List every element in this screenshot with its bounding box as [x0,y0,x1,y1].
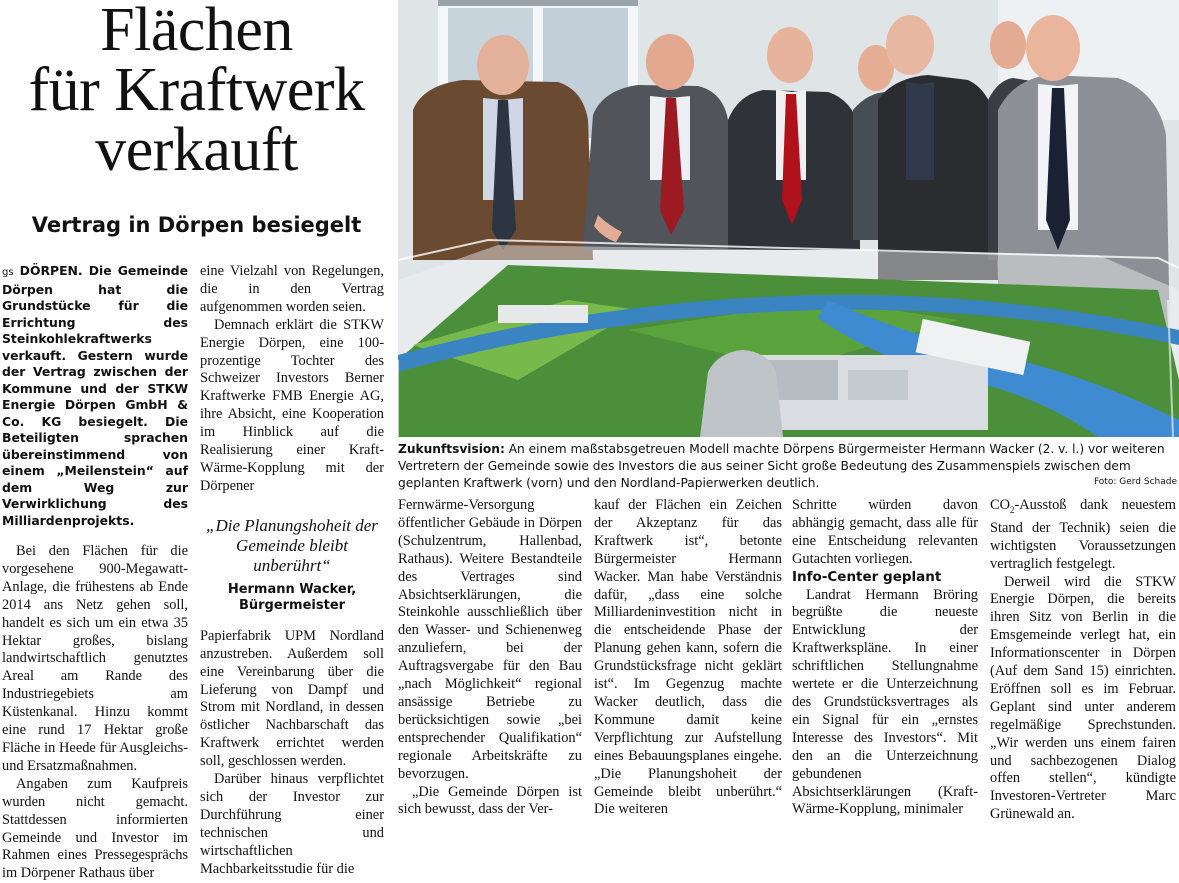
subheadline: Vertrag in Dörpen besiegelt [31,213,362,237]
caption-lead: Zukunftsvision: [398,442,505,456]
article-column-1 [2,263,188,883]
body-paragraph: Demnach erklärt die STKW Energie Dörpen, eine 100-prozentige Tochter des Schweizer Investors Berner Kraftwerke FMB Energie AG, ihre Absicht, eine Kooperation im Hinblick auf die Realisierung einer Kraft-Wärme-Kopplung mit der Dörpener [200,316,384,494]
body-paragraph: Schritte würden davon abhängig gemacht, dass alle für eine Entscheidung relevanten Gutachten vorliegen. [792,497,978,567]
headline-line-3: verkauft [95,116,298,184]
article-column-5 [792,497,978,819]
photo-credit: Foto: Gerd Schade [1093,477,1177,487]
photo-caption [398,441,1179,492]
body-paragraph: Papierfabrik UPM Nordland anzustreben. Außerdem soll eine Vereinbarung über die Lieferung von Dampf und Strom mit Nordland, in dessen östlicher Nachbarschaft das Kraftwerk errichtet werden soll, geschlossen werden. [200,627,384,770]
article-column-6 [990,497,1176,824]
body-paragraph: Bei den Flächen für die vorgesehene 900-Megawatt-Anlage, die frühestens ab Ende 2014 ans Netz gehen soll, handelt es sich um ein etwa 35 Hektar großes, bislang landwirtschaftlich genutztes Areal am Rande des Industriegebiets am Küstenkanal. Hinzu kommt eine rund 17 Hektar große Fläche in Heede für Ausgleichs- und Ersatzmaßnahmen. [2,543,188,774]
body-paragraph: „Die Gemeinde Dörpen ist sich bewusst, dass der Ver- [398,783,582,818]
co2-text: -Ausstoß dank neuestem Stand der Technik) seien die wichtigsten Voraussetzungen vertraglich festgelegt. [990,497,1176,572]
body-paragraph: eine Vielzahl von Regelungen, die in den Vertrag aufgenommen worden seien. [200,263,384,315]
caption-text: An einem maßstabsgetreuen Modell machte Dörpens Bürgermeister Hermann Wacker (2. v. l.) vor weiteren Vertretern der Gemeinde sowie des Investors die aus seiner Sicht große Bedeutung des Zusammenspiels zwischen dem geplanten Kraftwerk (vorn) und den Nordland-Papierwerken deutlich. [398,442,1165,490]
section-subhead: Info-Center geplant [792,568,942,585]
author-initials: gs [2,267,14,278]
article-column-2 [200,263,384,878]
headline-line-2: für Kraftwerk [28,56,365,124]
lead-text: DÖRPEN. Die Gemeinde Dörpen hat die Grundstücke für die Errichtung des Steinkohlekraftwerks verkauft. Gestern wurde der Vertrag zwischen der Kommune und der STKW Energie Dörpen GmbH & Co. KG besiegelt. Die Beteiligten sprachen übereinstimmend von einem „Meilenstein“ auf dem Weg zur Verwirklichung des Milliardenprojekts. [2,263,188,528]
article-column-3 [398,497,582,819]
pull-quote [200,516,384,614]
headline [0,0,393,205]
body-paragraph: Fernwärme-Versorgung öffentlicher Gebäude in Dörpen (Schulzentrum, Hallenbad, Rathaus). Weitere Bestandteile des Vertrages sind Absichtserklärungen, die Steinkohle ausschließlich über den Wasser- und Schienenweg anzuliefern, bei der Auftragsvergabe für den Bau „nach Möglichkeit“ regional ansässige Betriebe zu berücksichtigen sowie „bei entsprechender Qualifikation“ regionale Arbeitskräfte zu bevorzugen. [398,497,582,782]
body-paragraph: Angaben zum Kaufpreis wurden nicht gemacht. Stattdessen informierten Gemeinde und Investor im Rahmen eines Pressegesprächs im Dörpener Rathaus über [2,775,188,882]
article-column-4 [594,497,782,819]
body-paragraph: Derweil wird die STKW Energie Dörpen, die bereits ihren Sitz von Berlin in die Emsgemeinde verlegt hat, ein Informationscenter in Dörpen (Auf dem Sand 15) einrichten. Eröffnen soll es im Februar. Geplant sind unter anderem regelmäßige Sprechstunden. „Wir werden uns einem fairen und sachbezogenen Dialog offen stellen“, kündigte Investoren-Vertreter Marc Grünewald an. [990,573,1176,823]
body-paragraph [990,497,1176,574]
pull-quote-source: Hermann Wacker, Bürgermeister [227,581,357,613]
body-paragraph: kauf der Flächen ein Zeichen der Akzeptanz für das Kraftwerk ist“, betonte Bürgermeister Hermann Wacker. Man habe Verständnis dafür, „dass eine solche Milliardeninvestition nicht in die entscheidende Phase der Planung gehen kann, sofern die Grundstücksfrage nicht geklärt ist“. Im Gegenzug machte Wacker deutlich, dass die Kommune damit keine Verpflichtung zur Aufstellung eines Bebauungsplanes eingehe. „Die Planungshoheit der Gemeinde bleibt unberührt.“ Die weiteren [594,497,782,818]
body-paragraph: Landrat Hermann Bröring begrüßte die neueste Entwicklung der Kraftwerkspläne. In einer schriftlichen Stellungnahme wertete er die Unterzeichnung des Grundstücksvertrages als ein Signal für ein „ernstes Interesse des Investors“. Mit den an die Unterzeichnung gebundenen Absichtserklärungen (Kraft-Wärme-Kopplung, minimaler [792,586,978,818]
headline-line-1: Flächen [100,0,293,64]
co2-prefix: CO [990,497,1010,513]
body-paragraph: Darüber hinaus verpflichtet sich der Investor zur Durchführung einer technischen und wirtschaftlichen Machbarkeitsstudie für die [200,771,384,877]
co2-subscript: 2 [1010,504,1015,515]
article-photo [398,0,1179,437]
photo-illustration [398,0,1179,437]
lead-paragraph [2,263,188,529]
pull-quote-text: „Die Planungshoheit der Gemeinde bleibt unberührt“ [206,515,378,575]
